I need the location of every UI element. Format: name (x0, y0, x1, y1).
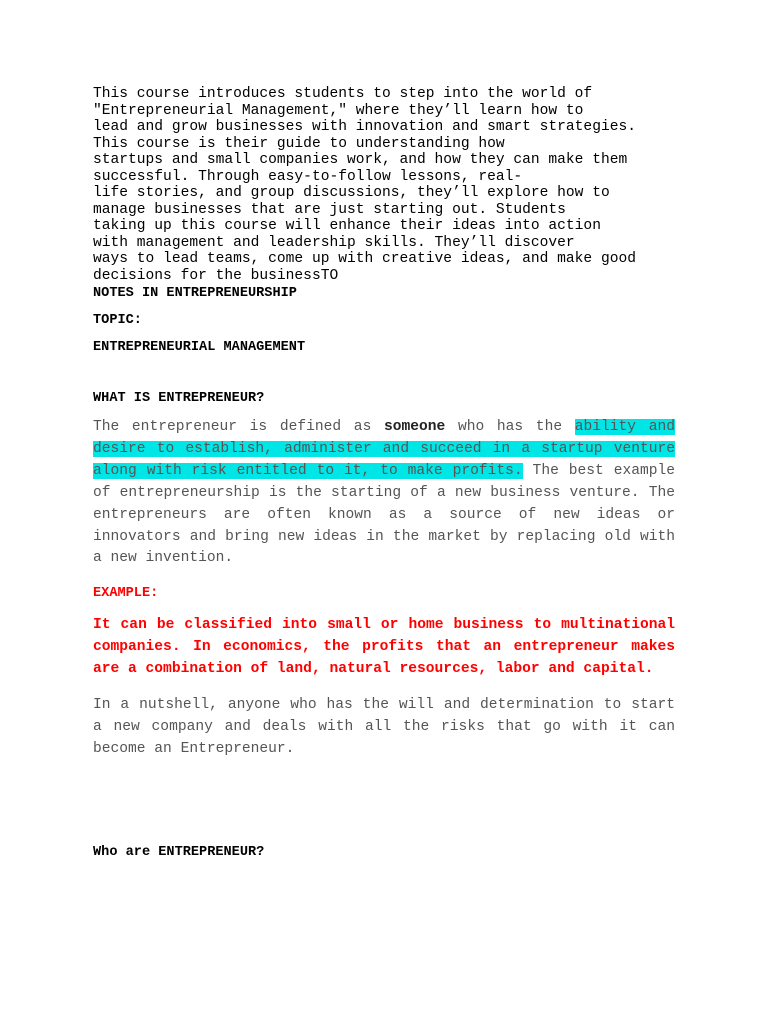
intro-line: "Entrepreneurial Management," where they’ll learn how to (93, 102, 584, 119)
definition-emphasis: someone (383, 419, 446, 435)
topic-label: TOPIC: (93, 313, 142, 328)
notes-heading: NOTES IN ENTREPRENEURSHIP (93, 286, 297, 301)
highlighted-text: ability and desire to establish, administer and succeed in a startup venture along with risk entitled to it, to make profits. (93, 419, 675, 479)
intro-line: lead and grow businesses with innovation and smart strategies. (93, 119, 636, 135)
nutshell-paragraph: In a nutshell, anyone who has the will and determination to start a new company and deals with all the risks that go with it can become an Entrepreneur. (93, 697, 675, 757)
intro-line: with management and leadership skills. They’ll discover (93, 234, 575, 251)
example-paragraph: It can be classified into small or home business to multinational companies. In economics, the profits that an entrepreneur makes are a combination of land, natural resources, labor and capital. (93, 617, 675, 678)
definition-text: The best example of entrepreneurship is the starting of a new business venture. The entrepreneurs are often known as a source of new ideas or innovators and bring new ideas in the market by replacing old with a new invention. (93, 462, 675, 567)
intro-line: This course is their guide to understanding how (93, 135, 505, 152)
what-is-heading: WHAT IS ENTREPRENEUR? (93, 391, 265, 406)
course-intro (93, 86, 675, 284)
intro-line: manage businesses that are just starting out. Students (93, 201, 566, 218)
intro-line: life stories, and group discussions, they’ll explore how to (93, 185, 610, 201)
definition-paragraph (93, 417, 675, 570)
intro-line: taking up this course will enhance their ideas into action (93, 218, 601, 234)
example-label: EXAMPLE: (93, 586, 159, 602)
topic-name: ENTREPRENEURIAL MANAGEMENT (93, 340, 306, 355)
definition-text: who has the (445, 419, 575, 435)
intro-line: startups and small companies work, and how they can make them (93, 152, 628, 168)
who-are-heading: Who are ENTREPRENEUR? (93, 844, 265, 860)
intro-line: ways to lead teams, come up with creative ideas, and make good (93, 251, 636, 267)
intro-line: This course introduces students to step into the world of (93, 86, 593, 102)
document-page (93, 86, 675, 860)
intro-line: decisions for the businessTO (93, 267, 339, 284)
intro-line: successful. Through easy-to-follow lessons, real- (93, 168, 523, 185)
definition-text: The entrepreneur is defined as (93, 419, 384, 435)
